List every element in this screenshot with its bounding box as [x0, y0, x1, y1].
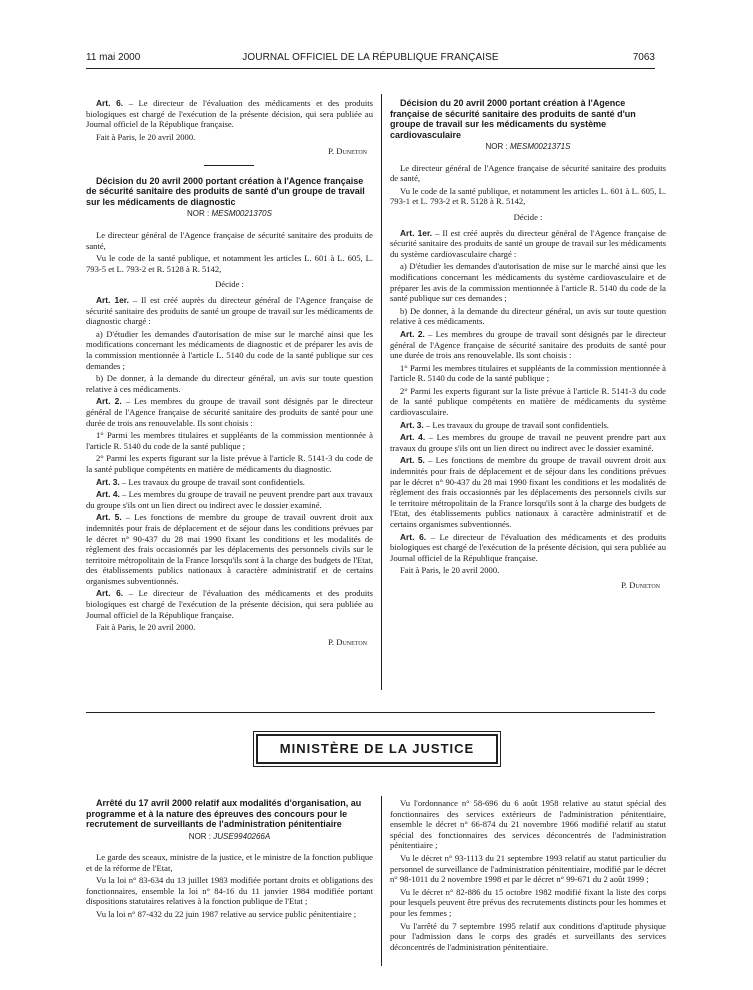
right-art6: Art. 6. – Le directeur de l'évaluation des médicaments et des produits biologiques est chargé de l'exécution de la présente décision, qui sera publiée au Journal officiel de la République française. [390, 531, 666, 563]
right-decision-title: Décision du 20 avril 2000 portant création à l'Agence française de sécurité sanitaire des produits de santé d'un groupe de travail sur les médicaments du système cardiovasculaire [390, 98, 636, 140]
left-intro2: Vu le code de la santé publique, et notamment les articles L. 601 à L. 605, L. 793-5 et L. 793-2 et R. 5128 à R. 5142, [86, 253, 373, 274]
left-fait: Fait à Paris, le 20 avril 2000. [96, 622, 196, 633]
arrete-p7: Vu l'arrêté du 7 septembre 1995 relatif aux conditions d'aptitude physique pour l'admission dans le corps des gradés et surveillants des services déconcentrés de l'administration pénitentiaire. [390, 920, 666, 952]
right-art2: Art. 2. – Les membres du groupe de travail sont désignés par le directeur général de l'Agence française de sécurité sanitaire des produits de santé pour une durée de trois ans renouvelable. Ils sont choisis : [390, 328, 666, 361]
journal-title: JOURNAL OFFICIEL DE LA RÉPUBLIQUE FRANÇAISE [242, 52, 499, 63]
bottom-column-divider [381, 796, 382, 966]
column-divider [381, 94, 382, 690]
right-art5: Art. 5. – Les fonctions de membre du groupe de travail ouvrent droit aux indemnités pour frais de déplacement et de séjour dans les conditions prévues par le décret n° 90-437 du 28 mai 1990 fixant les conditions et les modalités de règlement des frais occasionnés par les déplacements des personnels civils sur le territoire métropolitain de la France lorsqu'ils sont à la charge des budgets de l'Etat, des établissements publics nationaux à caractère administratif et de certains organismes subventionnés. [390, 455, 666, 529]
left-art5: Art. 5. – Les fonctions de membre du groupe de travail ouvrent droit aux indemnités pour frais de déplacement et de séjour dans les conditions prévues par le décret n° 90-437 du 28 mai 1990 fixant les conditions et les modalités de règlement des frais occasionnés par les déplacements des personnels civils sur le territoire métropolitain de la France lorsqu'ils sont à la charge des budgets de l'Etat, des établissements publics nationaux à caractère administratif et de certains organismes subventionnés. [86, 512, 373, 586]
left-column [86, 98, 373, 649]
left-art6-top: Art. 6. – Le directeur de l'évaluation des médicaments et des produits biologiques est chargé de l'exécution de la présente décision, qui sera publiée au Journal officiel de la République française. [86, 98, 373, 130]
arrete-p2: Vu la loi n° 83-634 du 13 juillet 1983 modifiée portant droits et obligations des fonctionnaires, ensemble la loi n° 84-16 du 11 janvier 1984 modifiée portant dispositions statutaires relatives à la fonction publique de l'Etat ; [86, 875, 373, 907]
left-art1-a: a) D'étudier les demandes d'autorisation de mise sur le marché ainsi que les modifications concernant les médicaments de diagnostic et de préparer les avis de la commission mentionnée à l'article L. 5140 du code de la santé publique sur ces demandes ; [86, 328, 373, 371]
header-date: 11 mai 2000 [86, 52, 141, 63]
arrete-p3: Vu la loi n° 87-432 du 22 juin 1987 relative au service public pénitentiaire ; [96, 909, 357, 920]
page-number: 7063 [632, 52, 655, 63]
arrete-p1: Le garde des sceaux, ministre de la justice, et le ministre de la fonction publique et de la réforme de l'Etat, [86, 852, 373, 873]
right-intro1: Le directeur général de l'Agence française de sécurité sanitaire des produits de santé, [390, 162, 666, 184]
left-signature-top: P. Duneton [328, 146, 367, 157]
left-art4: Art. 4. – Les membres du groupe de travail ne peuvent prendre part aux travaux du groupe s'ils ont un lien direct ou indirect avec le dossier examiné. [86, 489, 373, 510]
arrete-nor: NOR : JUSE9940266A [188, 831, 271, 841]
left-art1-b: b) De donner, à la demande du directeur général, un avis sur toute question relative à ces médicaments. [86, 373, 373, 394]
right-art1-b: b) De donner, à la demande du directeur général, un avis sur toute question relative à ces médicaments. [390, 305, 666, 327]
left-art2-2: 2° Parmi les experts figurant sur la liste prévue à l'article R. 5141-3 du code de la santé publique compétents en matière de médicaments du diagnostic. [86, 453, 373, 474]
right-fait: Fait à Paris, le 20 avril 2000. [400, 565, 500, 576]
right-art1-a: a) D'étudier les demandes d'autorisation de mise sur le marché ainsi que les modifications concernant les médicaments du système cardiovasculaire et de préparer les avis de la commission mentionnée à l'article R. 5140 du code de la santé publique sur ces demandes ; [390, 261, 666, 304]
right-intro2: Vu le code de la santé publique, et notamment les articles L. 601 à L. 605, L. 793-1 et L. 793-2 et R. 5128 à R. 5142, [390, 185, 666, 207]
header-rule [86, 68, 655, 69]
right-art2-2: 2° Parmi les experts figurant sur la liste prévue à l'article R. 5141-3 du code de la santé publique compétents en matière de médicaments du système cardiovasculaire. [390, 385, 666, 418]
right-art4: Art. 4. – Les membres du groupe de travail ne peuvent prendre part aux travaux du groupe s'ils ont un lien direct ou indirect avec le dossier examiné. [390, 432, 666, 453]
arrete-p4: Vu l'ordonnance n° 58-696 du 6 août 1958 relative au statut spécial des fonctionnaires des services extérieurs de l'administration pénitentiaire, ensemble le décret n° 66-874 du 21 novembre 1966 modifié relatif au statut spécial des fonctionnaires des services déconcentrés de l'administration pénitentiaire ; [390, 798, 666, 851]
left-decide: Décide : [215, 279, 244, 290]
arrete-title: Arrêté du 17 avril 2000 relatif aux modalités d'organisation, au programme et à la nature des épreuves des concours pour le recrutement de surveillants de l'administration pénitentiaire [86, 798, 362, 829]
left-art2-1: 1° Parmi les membres titulaires et suppléants de la commission mentionnée à l'article R. 5140 du code de la santé publique ; [86, 430, 373, 451]
ministry-banner: MINISTÈRE DE LA JUSTICE [256, 734, 498, 764]
right-art2-1: 1° Parmi les membres titulaires et suppléants de la commission mentionnée à l'article R. 5140 du code de la santé publique ; [390, 362, 666, 384]
right-art3: Art. 3. – Les travaux du groupe de travail sont confidentiels. [400, 419, 609, 430]
left-decision-title: Décision du 20 avril 2000 portant création à l'Agence française de sécurité sanitaire des produits de santé d'un groupe de travail sur les médicaments de diagnostic [86, 175, 365, 207]
left-signature: P. Duneton [328, 636, 367, 647]
left-art2: Art. 2. – Les membres du groupe de travail sont désignés par le directeur général de l'Agence française de sécurité sanitaire des produits de santé pour une durée de trois ans renouvelable. Ils sont choisis : [86, 396, 373, 428]
right-art1: Art. 1er. – Il est créé auprès du directeur général de l'Agence française de sécurité sanitaire des produits de santé un groupe de travail sur les médicaments du système cardiovasculaire chargé : [390, 227, 666, 259]
left-art3: Art. 3. – Les travaux du groupe de travail sont confidentiels. [96, 476, 305, 487]
arrete-p5: Vu le décret n° 93-1113 du 21 septembre 1993 relatif au statut particulier du personnel de surveillance de l'administration pénitentiaire, modifié par le décret n° 98-1011 du 2 novembre 1998 et par le décret n° 99-671 du 2 août 1999 ; [390, 852, 666, 885]
arrete-p6: Vu le décret n° 82-886 du 15 octobre 1982 modifié fixant la liste des corps pour lesquels peuvent être prévus des recrutements distincts pour les hommes et pour les femmes ; [390, 886, 666, 918]
left-art1: Art. 1er. – Il est créé auprès du directeur général de l'Agence française de sécurité sanitaire des produits de santé un groupe de travail sur les médicaments de diagnostic chargé : [86, 295, 373, 327]
separator [204, 165, 254, 166]
left-fait-top: Fait à Paris, le 20 avril 2000. [96, 131, 196, 142]
left-intro1: Le directeur général de l'Agence française de sécurité sanitaire des produits de santé, [86, 230, 373, 251]
running-header [86, 52, 655, 66]
bottom-left-column [86, 798, 373, 922]
bottom-right-column [390, 798, 666, 954]
right-decide: Décide : [513, 211, 543, 222]
right-nor: NOR : MESM0021371S [485, 142, 571, 151]
right-signature: P. Duneton [621, 579, 660, 590]
left-nor: NOR : MESM0021370S [187, 209, 272, 219]
section-rule [86, 712, 655, 713]
right-column [390, 98, 666, 593]
left-art6: Art. 6. – Le directeur de l'évaluation des médicaments et des produits biologiques est chargé de l'exécution de la présente décision, qui sera publiée au Journal officiel de la République française. [86, 588, 373, 620]
